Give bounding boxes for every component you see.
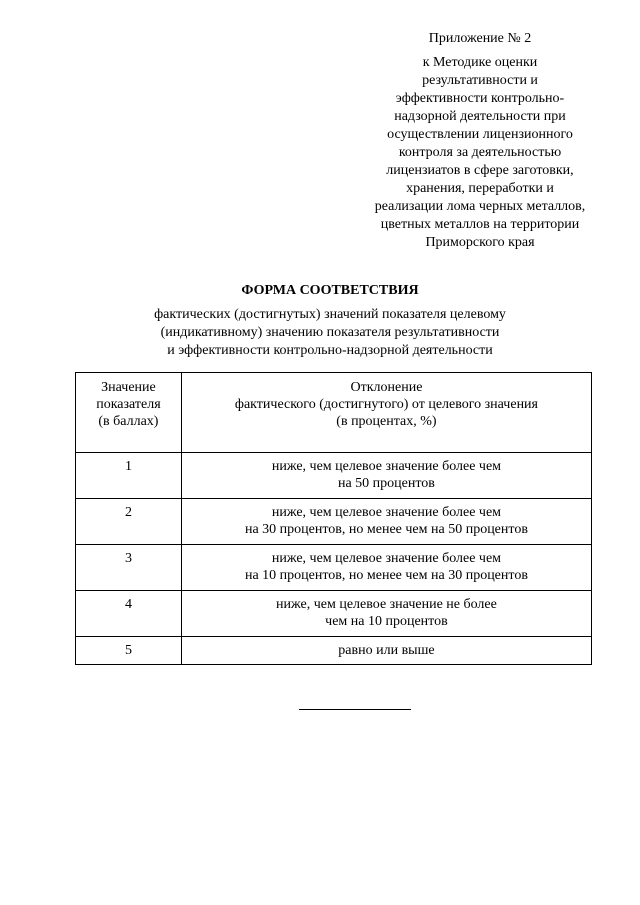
header-deviation-line: фактического (достигнутого) от целевого значения [234,397,538,412]
deviation-line: на 10 процентов, но менее чем на 30 процентов [244,568,528,583]
form-subtitle-line: фактических (достигнутых) значений показателя целевому [154,307,506,322]
appendix-line: осуществлении лицензионного [387,127,573,142]
deviation-cell [181,499,591,545]
header-score-line: показателя [96,397,161,412]
score-cell: 5 [76,637,182,665]
header-score-line: Значение [101,380,156,395]
header-deviation-line: Отклонение [350,380,423,395]
appendix-line: надзорной деятельности при [394,109,566,124]
appendix-block [362,30,598,252]
table-row [76,545,592,591]
appendix-number: Приложение № 2 [428,31,532,46]
score-cell: 2 [76,499,182,545]
appendix-line: цветных металлов на территории [380,217,580,232]
deviation-line: ниже, чем целевое значение более чем [271,459,502,474]
table-header-row [76,373,592,453]
deviation-cell [181,591,591,637]
score-cell: 3 [76,545,182,591]
end-divider-line [299,709,411,710]
table-row [76,637,592,665]
deviation-line: на 50 процентов [337,476,435,491]
score-table [75,372,592,665]
deviation-line: равно или выше [338,643,435,658]
table-row [76,499,592,545]
appendix-line: к Методике оценки [422,55,538,70]
appendix-line: Приморского края [425,235,535,250]
deviation-line: ниже, чем целевое значение не более [276,597,497,612]
form-subtitle-line: (индикативному) значению показателя результативности [160,325,500,340]
header-deviation-line: (в процентах, %) [336,414,437,429]
deviation-line: ниже, чем целевое значение более чем [271,551,502,566]
form-subtitle [0,306,640,360]
deviation-line: чем на 10 процентов [325,614,448,629]
appendix-line: лицензиатов в сфере заготовки, [386,163,574,178]
deviation-line: на 30 процентов, но менее чем на 50 процентов [244,522,528,537]
score-cell: 4 [76,591,182,637]
appendix-line: хранения, переработки и [406,181,554,196]
header-deviation-cell [181,373,591,453]
deviation-cell [181,637,591,665]
deviation-cell [181,453,591,499]
deviation-line: ниже, чем целевое значение более чем [271,505,502,520]
form-title: ФОРМА СООТВЕТСТВИЯ [241,283,419,298]
header-score-line: (в баллах) [98,414,159,429]
appendix-line: результативности и [422,73,538,88]
deviation-cell [181,545,591,591]
form-subtitle-line: и эффективности контрольно-надзорной деятельности [167,343,493,358]
appendix-line: эффективности контрольно- [395,91,565,106]
appendix-line: контроля за деятельностью [398,145,562,160]
score-cell: 1 [76,453,182,499]
table-row [76,453,592,499]
appendix-line: реализации лома черных металлов, [374,199,586,214]
table-row [76,591,592,637]
header-score-cell [76,373,182,453]
